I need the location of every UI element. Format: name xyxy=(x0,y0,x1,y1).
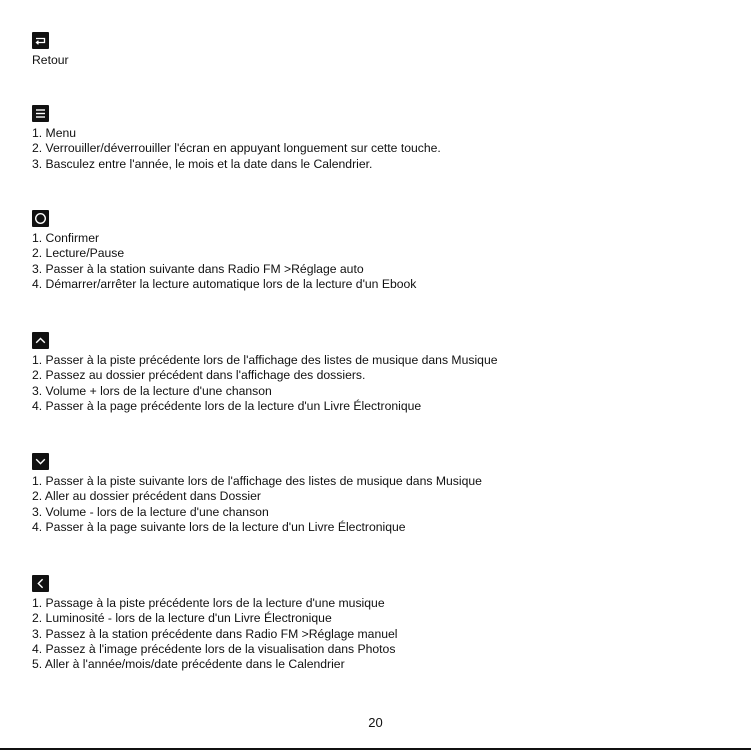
line: 2. Verrouiller/déverrouiller l'écran en appuyant longuement sur cette touche. xyxy=(32,141,441,156)
circle-ok-icon xyxy=(32,210,49,227)
line: 3. Passez à la station précédente dans Radio FM >Réglage manuel xyxy=(32,626,398,641)
line: 1. Passer à la piste précédente lors de l'affichage des listes de musique dans Musique xyxy=(32,353,498,367)
section-ok-text xyxy=(32,231,416,292)
line: 1. Menu xyxy=(32,126,77,140)
chevron-up-icon xyxy=(32,332,49,349)
line: 5. Aller à l'année/mois/date précédente dans le Calendrier xyxy=(32,657,345,672)
section-return xyxy=(32,32,69,68)
line: 2. Lecture/Pause xyxy=(32,246,125,261)
line: 2. Luminosité - lors de la lecture d'un Livre Électronique xyxy=(32,611,332,626)
line: 4. Passer à la page suivante lors de la lecture d'un Livre Électronique xyxy=(32,519,406,534)
chevron-down-icon xyxy=(32,453,49,470)
line: 2. Passez au dossier précédent dans l'affichage des dossiers. xyxy=(32,368,366,383)
section-down-text xyxy=(32,474,482,535)
line: 4. Passez à l'image précédente lors de la visualisation dans Photos xyxy=(32,641,396,656)
line: Retour xyxy=(32,53,69,67)
chevron-left-icon xyxy=(32,575,49,592)
line: 1. Confirmer xyxy=(32,231,100,245)
line: 1. Passage à la piste précédente lors de la lecture d'une musique xyxy=(32,596,385,610)
section-down xyxy=(32,453,482,535)
section-left-text xyxy=(32,596,398,672)
menu-icon xyxy=(32,105,49,122)
line: 3. Volume - lors de la lecture d'une chanson xyxy=(32,504,269,519)
section-left xyxy=(32,575,398,672)
page-number: 20 xyxy=(368,715,383,730)
line: 4. Démarrer/arrêter la lecture automatique lors de la lecture d'un Ebook xyxy=(32,276,417,291)
return-icon xyxy=(32,32,49,49)
line: 2. Aller au dossier précédent dans Dossier xyxy=(32,489,261,504)
line: 1. Passer à la piste suivante lors de l'affichage des listes de musique dans Musique xyxy=(32,474,482,488)
section-return-text xyxy=(32,53,69,68)
section-ok xyxy=(32,210,416,292)
bottom-rule xyxy=(0,748,751,750)
line: 3. Passer à la station suivante dans Radio FM >Réglage auto xyxy=(32,261,364,276)
section-up xyxy=(32,332,498,414)
section-menu-text xyxy=(32,126,441,172)
section-up-text xyxy=(32,353,498,414)
line: 4. Passer à la page précédente lors de la lecture d'un Livre Électronique xyxy=(32,398,422,413)
line: 3. Volume + lors de la lecture d'une chanson xyxy=(32,383,272,398)
line: 3. Basculez entre l'année, le mois et la date dans le Calendrier. xyxy=(32,156,373,171)
section-menu xyxy=(32,105,441,172)
